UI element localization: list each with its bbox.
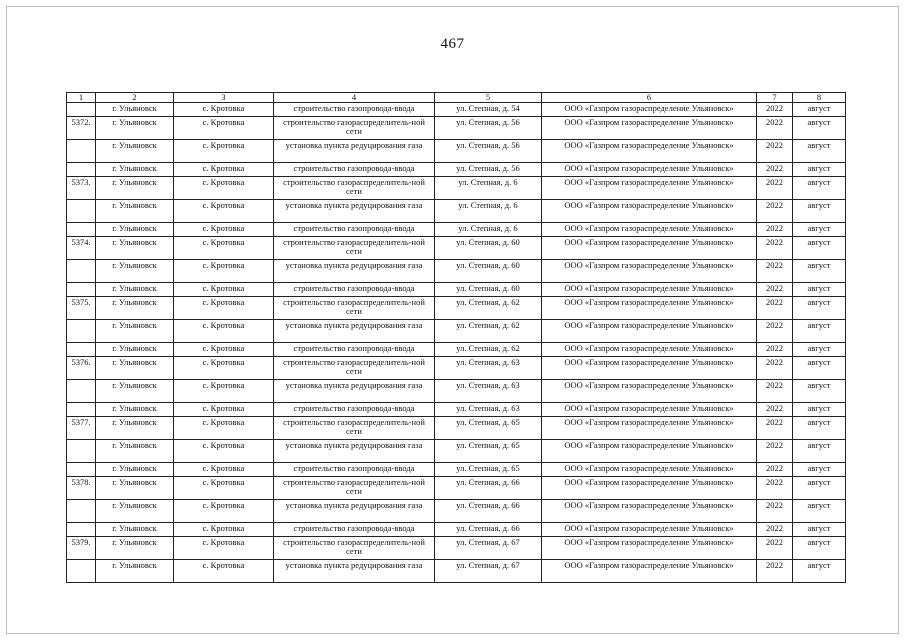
row-number-cell — [67, 320, 96, 343]
village-cell: с. Кротовка — [174, 417, 274, 440]
header-col-4: 4 — [274, 93, 435, 103]
month-cell: август — [793, 237, 846, 260]
month-cell: август — [793, 177, 846, 200]
address-cell: ул. Степная, д. 67 — [435, 537, 542, 560]
year-cell: 2022 — [757, 343, 793, 357]
address-cell: ул. Степная, д. 62 — [435, 343, 542, 357]
address-cell: ул. Степная, д. 62 — [435, 297, 542, 320]
organization-cell: ООО «Газпром газораспределение Ульяновск» — [542, 537, 757, 560]
address-cell: ул. Степная, д. 60 — [435, 260, 542, 283]
month-cell: август — [793, 140, 846, 163]
address-cell: ул. Степная, д. 60 — [435, 237, 542, 260]
row-number-cell — [67, 103, 96, 117]
header-col-7: 7 — [757, 93, 793, 103]
village-cell: с. Кротовка — [174, 223, 274, 237]
table-row — [67, 320, 846, 343]
year-cell: 2022 — [757, 283, 793, 297]
village-cell: с. Кротовка — [174, 380, 274, 403]
month-cell: август — [793, 537, 846, 560]
year-cell: 2022 — [757, 500, 793, 523]
village-cell: с. Кротовка — [174, 177, 274, 200]
row-number-cell: 5375. — [67, 297, 96, 320]
organization-cell: ООО «Газпром газораспределение Ульяновск» — [542, 200, 757, 223]
year-cell: 2022 — [757, 523, 793, 537]
row-number-cell — [67, 343, 96, 357]
year-cell: 2022 — [757, 177, 793, 200]
city-cell: г. Ульяновск — [96, 200, 174, 223]
table-row — [67, 357, 846, 380]
work-type-cell: строительство газораспределитель-ной сети — [274, 117, 435, 140]
village-cell: с. Кротовка — [174, 320, 274, 343]
city-cell: г. Ульяновск — [96, 417, 174, 440]
month-cell: август — [793, 260, 846, 283]
work-type-cell: установка пункта редуцирования газа — [274, 260, 435, 283]
month-cell: август — [793, 223, 846, 237]
work-type-cell: установка пункта редуцирования газа — [274, 380, 435, 403]
row-number-cell — [67, 463, 96, 477]
address-cell: ул. Степная, д. 6 — [435, 223, 542, 237]
city-cell: г. Ульяновск — [96, 380, 174, 403]
month-cell: август — [793, 477, 846, 500]
work-type-cell: строительство газораспределитель-ной сети — [274, 417, 435, 440]
work-type-cell: строительство газопровода-ввода — [274, 523, 435, 537]
address-cell: ул. Степная, д. 60 — [435, 283, 542, 297]
organization-cell: ООО «Газпром газораспределение Ульяновск» — [542, 523, 757, 537]
header-col-8: 8 — [793, 93, 846, 103]
address-cell: ул. Степная, д. 63 — [435, 380, 542, 403]
city-cell: г. Ульяновск — [96, 500, 174, 523]
city-cell: г. Ульяновск — [96, 403, 174, 417]
address-cell: ул. Степная, д. 63 — [435, 357, 542, 380]
city-cell: г. Ульяновск — [96, 140, 174, 163]
year-cell: 2022 — [757, 260, 793, 283]
organization-cell: ООО «Газпром газораспределение Ульяновск» — [542, 357, 757, 380]
address-cell: ул. Степная, д. 6 — [435, 177, 542, 200]
month-cell: август — [793, 117, 846, 140]
month-cell: август — [793, 343, 846, 357]
city-cell: г. Ульяновск — [96, 260, 174, 283]
row-number-cell — [67, 560, 96, 583]
table-row — [67, 260, 846, 283]
row-number-cell — [67, 223, 96, 237]
year-cell: 2022 — [757, 297, 793, 320]
city-cell: г. Ульяновск — [96, 320, 174, 343]
table-row — [67, 103, 846, 117]
row-number-cell: 5378. — [67, 477, 96, 500]
organization-cell: ООО «Газпром газораспределение Ульяновск» — [542, 260, 757, 283]
table-row — [67, 177, 846, 200]
row-number-cell — [67, 523, 96, 537]
organization-cell: ООО «Газпром газораспределение Ульяновск» — [542, 403, 757, 417]
work-type-cell: установка пункта редуцирования газа — [274, 500, 435, 523]
organization-cell: ООО «Газпром газораспределение Ульяновск» — [542, 140, 757, 163]
row-number-cell — [67, 403, 96, 417]
row-number-cell: 5376. — [67, 357, 96, 380]
table-row — [67, 297, 846, 320]
village-cell: с. Кротовка — [174, 560, 274, 583]
table-row — [67, 380, 846, 403]
month-cell: август — [793, 297, 846, 320]
address-cell: ул. Степная, д. 66 — [435, 523, 542, 537]
month-cell: август — [793, 500, 846, 523]
table-row — [67, 223, 846, 237]
city-cell: г. Ульяновск — [96, 477, 174, 500]
city-cell: г. Ульяновск — [96, 357, 174, 380]
work-type-cell: строительство газопровода-ввода — [274, 163, 435, 177]
village-cell: с. Кротовка — [174, 297, 274, 320]
table-row — [67, 463, 846, 477]
work-type-cell: строительство газораспределитель-ной сети — [274, 177, 435, 200]
year-cell: 2022 — [757, 560, 793, 583]
work-type-cell: строительство газопровода-ввода — [274, 343, 435, 357]
city-cell: г. Ульяновск — [96, 523, 174, 537]
work-type-cell: установка пункта редуцирования газа — [274, 440, 435, 463]
address-cell: ул. Степная, д. 67 — [435, 560, 542, 583]
work-type-cell: установка пункта редуцирования газа — [274, 140, 435, 163]
work-type-cell: установка пункта редуцирования газа — [274, 320, 435, 343]
village-cell: с. Кротовка — [174, 403, 274, 417]
organization-cell: ООО «Газпром газораспределение Ульяновск» — [542, 560, 757, 583]
village-cell: с. Кротовка — [174, 163, 274, 177]
year-cell: 2022 — [757, 200, 793, 223]
table-row — [67, 163, 846, 177]
year-cell: 2022 — [757, 320, 793, 343]
village-cell: с. Кротовка — [174, 500, 274, 523]
city-cell: г. Ульяновск — [96, 237, 174, 260]
village-cell: с. Кротовка — [174, 103, 274, 117]
city-cell: г. Ульяновск — [96, 297, 174, 320]
address-cell: ул. Степная, д. 54 — [435, 103, 542, 117]
table-row — [67, 477, 846, 500]
work-type-cell: строительство газораспределитель-ной сети — [274, 537, 435, 560]
month-cell: август — [793, 380, 846, 403]
row-number-cell — [67, 380, 96, 403]
organization-cell: ООО «Газпром газораспределение Ульяновск» — [542, 343, 757, 357]
registry-table — [66, 92, 846, 583]
year-cell: 2022 — [757, 103, 793, 117]
header-col-2: 2 — [96, 93, 174, 103]
month-cell: август — [793, 283, 846, 297]
header-col-6: 6 — [542, 93, 757, 103]
organization-cell: ООО «Газпром газораспределение Ульяновск» — [542, 463, 757, 477]
village-cell: с. Кротовка — [174, 523, 274, 537]
village-cell: с. Кротовка — [174, 283, 274, 297]
address-cell: ул. Степная, д. 65 — [435, 463, 542, 477]
row-number-cell — [67, 283, 96, 297]
work-type-cell: строительство газопровода-ввода — [274, 283, 435, 297]
organization-cell: ООО «Газпром газораспределение Ульяновск» — [542, 320, 757, 343]
city-cell: г. Ульяновск — [96, 117, 174, 140]
year-cell: 2022 — [757, 140, 793, 163]
table-row — [67, 403, 846, 417]
month-cell: август — [793, 163, 846, 177]
city-cell: г. Ульяновск — [96, 163, 174, 177]
city-cell: г. Ульяновск — [96, 343, 174, 357]
organization-cell: ООО «Газпром газораспределение Ульяновск» — [542, 283, 757, 297]
header-col-5: 5 — [435, 93, 542, 103]
work-type-cell: установка пункта редуцирования газа — [274, 560, 435, 583]
city-cell: г. Ульяновск — [96, 177, 174, 200]
year-cell: 2022 — [757, 417, 793, 440]
month-cell: август — [793, 103, 846, 117]
table-row — [67, 343, 846, 357]
table-row — [67, 237, 846, 260]
city-cell: г. Ульяновск — [96, 283, 174, 297]
city-cell: г. Ульяновск — [96, 103, 174, 117]
year-cell: 2022 — [757, 223, 793, 237]
table-header-row — [67, 93, 846, 103]
year-cell: 2022 — [757, 463, 793, 477]
row-number-cell — [67, 140, 96, 163]
organization-cell: ООО «Газпром газораспределение Ульяновск» — [542, 117, 757, 140]
work-type-cell: строительство газопровода-ввода — [274, 463, 435, 477]
table-row — [67, 440, 846, 463]
row-number-cell: 5373. — [67, 177, 96, 200]
row-number-cell: 5377. — [67, 417, 96, 440]
organization-cell: ООО «Газпром газораспределение Ульяновск» — [542, 177, 757, 200]
address-cell: ул. Степная, д. 65 — [435, 417, 542, 440]
city-cell: г. Ульяновск — [96, 537, 174, 560]
month-cell: август — [793, 403, 846, 417]
address-cell: ул. Степная, д. 62 — [435, 320, 542, 343]
table-row — [67, 417, 846, 440]
organization-cell: ООО «Газпром газораспределение Ульяновск» — [542, 163, 757, 177]
address-cell: ул. Степная, д. 6 — [435, 200, 542, 223]
row-number-cell: 5379. — [67, 537, 96, 560]
village-cell: с. Кротовка — [174, 117, 274, 140]
year-cell: 2022 — [757, 380, 793, 403]
village-cell: с. Кротовка — [174, 140, 274, 163]
year-cell: 2022 — [757, 237, 793, 260]
work-type-cell: строительство газопровода-ввода — [274, 223, 435, 237]
address-cell: ул. Степная, д. 56 — [435, 140, 542, 163]
village-cell: с. Кротовка — [174, 357, 274, 380]
month-cell: август — [793, 320, 846, 343]
table-row — [67, 140, 846, 163]
row-number-cell — [67, 200, 96, 223]
city-cell: г. Ульяновск — [96, 560, 174, 583]
organization-cell: ООО «Газпром газораспределение Ульяновск» — [542, 380, 757, 403]
work-type-cell: строительство газораспределитель-ной сети — [274, 477, 435, 500]
organization-cell: ООО «Газпром газораспределение Ульяновск» — [542, 237, 757, 260]
year-cell: 2022 — [757, 440, 793, 463]
address-cell: ул. Степная, д. 66 — [435, 477, 542, 500]
work-type-cell: строительство газопровода-ввода — [274, 103, 435, 117]
year-cell: 2022 — [757, 477, 793, 500]
year-cell: 2022 — [757, 403, 793, 417]
month-cell: август — [793, 440, 846, 463]
table-row — [67, 537, 846, 560]
month-cell: август — [793, 463, 846, 477]
row-number-cell: 5372. — [67, 117, 96, 140]
page-number: 467 — [440, 36, 465, 52]
village-cell: с. Кротовка — [174, 260, 274, 283]
village-cell: с. Кротовка — [174, 343, 274, 357]
address-cell: ул. Степная, д. 66 — [435, 500, 542, 523]
table-row — [67, 117, 846, 140]
village-cell: с. Кротовка — [174, 237, 274, 260]
address-cell: ул. Степная, д. 63 — [435, 403, 542, 417]
table-row — [67, 560, 846, 583]
year-cell: 2022 — [757, 117, 793, 140]
work-type-cell: строительство газораспределитель-ной сети — [274, 237, 435, 260]
village-cell: с. Кротовка — [174, 537, 274, 560]
village-cell: с. Кротовка — [174, 200, 274, 223]
month-cell: август — [793, 200, 846, 223]
city-cell: г. Ульяновск — [96, 440, 174, 463]
organization-cell: ООО «Газпром газораспределение Ульяновск» — [542, 440, 757, 463]
month-cell: август — [793, 357, 846, 380]
address-cell: ул. Степная, д. 56 — [435, 117, 542, 140]
header-col-3: 3 — [174, 93, 274, 103]
header-col-1: 1 — [67, 93, 96, 103]
year-cell: 2022 — [757, 357, 793, 380]
organization-cell: ООО «Газпром газораспределение Ульяновск» — [542, 500, 757, 523]
row-number-cell — [67, 500, 96, 523]
address-cell: ул. Степная, д. 65 — [435, 440, 542, 463]
table-body — [67, 103, 846, 583]
village-cell: с. Кротовка — [174, 477, 274, 500]
row-number-cell: 5374. — [67, 237, 96, 260]
city-cell: г. Ульяновск — [96, 223, 174, 237]
organization-cell: ООО «Газпром газораспределение Ульяновск» — [542, 223, 757, 237]
month-cell: август — [793, 560, 846, 583]
table-row — [67, 200, 846, 223]
city-cell: г. Ульяновск — [96, 463, 174, 477]
row-number-cell — [67, 260, 96, 283]
year-cell: 2022 — [757, 163, 793, 177]
table-row — [67, 500, 846, 523]
table-row — [67, 523, 846, 537]
month-cell: август — [793, 417, 846, 440]
organization-cell: ООО «Газпром газораспределение Ульяновск» — [542, 297, 757, 320]
address-cell: ул. Степная, д. 56 — [435, 163, 542, 177]
work-type-cell: строительство газопровода-ввода — [274, 403, 435, 417]
table-row — [67, 283, 846, 297]
work-type-cell: строительство газораспределитель-ной сети — [274, 297, 435, 320]
village-cell: с. Кротовка — [174, 440, 274, 463]
work-type-cell: установка пункта редуцирования газа — [274, 200, 435, 223]
organization-cell: ООО «Газпром газораспределение Ульяновск» — [542, 103, 757, 117]
row-number-cell — [67, 163, 96, 177]
month-cell: август — [793, 523, 846, 537]
work-type-cell: строительство газораспределитель-ной сети — [274, 357, 435, 380]
organization-cell: ООО «Газпром газораспределение Ульяновск» — [542, 417, 757, 440]
organization-cell: ООО «Газпром газораспределение Ульяновск» — [542, 477, 757, 500]
row-number-cell — [67, 440, 96, 463]
village-cell: с. Кротовка — [174, 463, 274, 477]
year-cell: 2022 — [757, 537, 793, 560]
